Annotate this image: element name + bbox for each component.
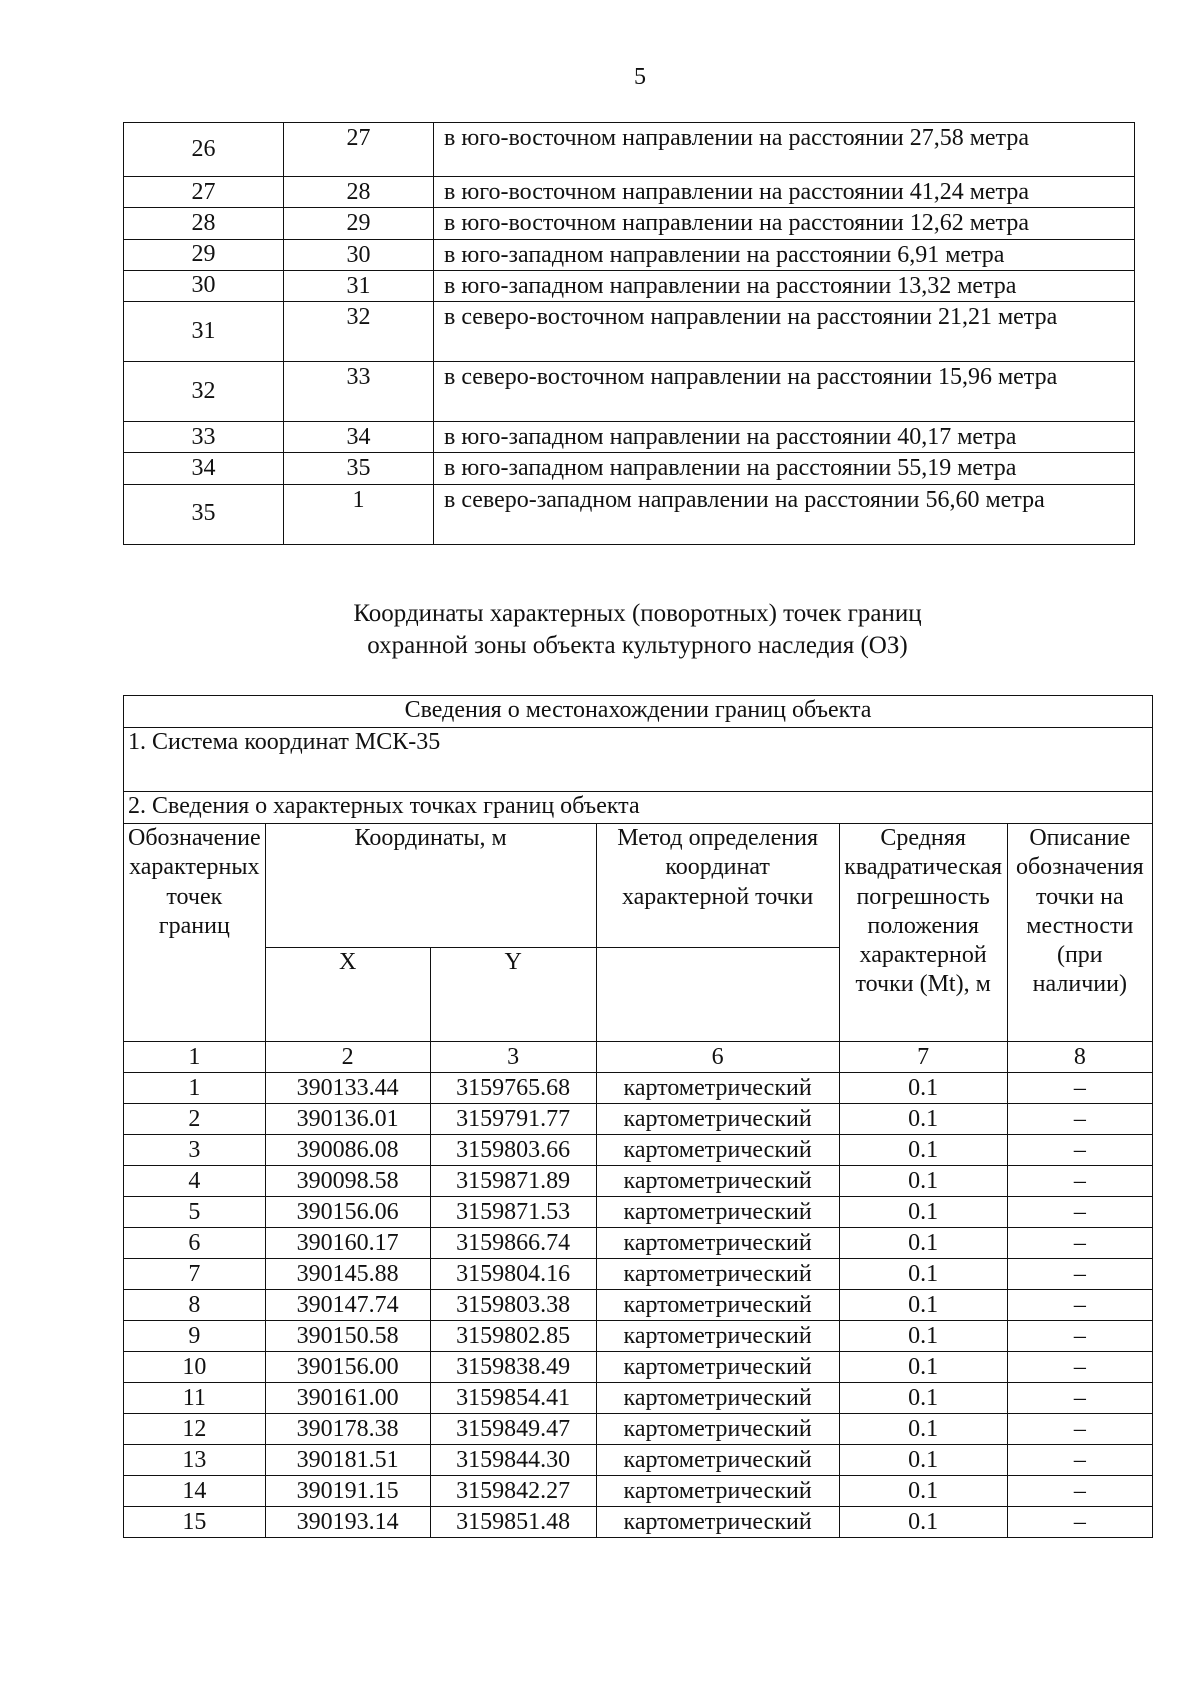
column-number: 6 (596, 1042, 839, 1073)
error-value: 0.1 (839, 1166, 1007, 1197)
x-coordinate: 390150.58 (265, 1321, 430, 1352)
route-row (124, 362, 1135, 422)
header-x: X (265, 948, 430, 1042)
route-row (124, 123, 1135, 177)
y-coordinate: 3159803.66 (430, 1135, 596, 1166)
point-id: 7 (124, 1259, 266, 1290)
point-description: – (1007, 1507, 1152, 1538)
method: картометрический (596, 1383, 839, 1414)
route-from-point: 32 (124, 362, 284, 422)
route-to-point: 34 (284, 422, 434, 453)
coordinate-row (124, 1290, 1153, 1321)
error-value: 0.1 (839, 1197, 1007, 1228)
point-id: 11 (124, 1383, 266, 1414)
method: картометрический (596, 1290, 839, 1321)
column-number: 2 (265, 1042, 430, 1073)
route-row (124, 422, 1135, 453)
coordinate-row (124, 1414, 1153, 1445)
coordinate-row (124, 1476, 1153, 1507)
column-number: 8 (1007, 1042, 1152, 1073)
method: картометрический (596, 1104, 839, 1135)
header-method-empty (596, 948, 839, 1042)
y-coordinate: 3159866.74 (430, 1228, 596, 1259)
method: картометрический (596, 1321, 839, 1352)
y-coordinate: 3159854.41 (430, 1383, 596, 1414)
point-description: – (1007, 1476, 1152, 1507)
route-row (124, 239, 1135, 270)
route-from-point: 34 (124, 453, 284, 484)
x-coordinate: 390191.15 (265, 1476, 430, 1507)
error-value: 0.1 (839, 1290, 1007, 1321)
heading-line-2: охранной зоны объекта культурного наследия (ОЗ) (367, 632, 908, 659)
route-from-point: 28 (124, 208, 284, 239)
coordinate-system: 1. Система координат МСК-35 (124, 728, 1153, 792)
method: картометрический (596, 1073, 839, 1104)
coordinate-row (124, 1352, 1153, 1383)
error-value: 0.1 (839, 1383, 1007, 1414)
boundary-route-table (123, 122, 1135, 545)
point-id: 10 (124, 1352, 266, 1383)
coordinate-row (124, 1228, 1153, 1259)
coordinate-row (124, 1166, 1153, 1197)
route-description: в юго-восточном направлении на расстоянии 27,58 метра (434, 123, 1135, 177)
x-coordinate: 390156.00 (265, 1352, 430, 1383)
point-id: 2 (124, 1104, 266, 1135)
y-coordinate: 3159765.68 (430, 1073, 596, 1104)
route-row (124, 302, 1135, 362)
x-coordinate: 390193.14 (265, 1507, 430, 1538)
column-number: 1 (124, 1042, 266, 1073)
route-to-point: 32 (284, 302, 434, 362)
y-coordinate: 3159849.47 (430, 1414, 596, 1445)
coordinate-row (124, 1104, 1153, 1135)
section-title: 2. Сведения о характерных точках границ объекта (124, 792, 1153, 824)
route-row (124, 484, 1135, 544)
point-id: 8 (124, 1290, 266, 1321)
point-id: 4 (124, 1166, 266, 1197)
point-description: – (1007, 1414, 1152, 1445)
route-to-point: 35 (284, 453, 434, 484)
coordinates-table (123, 695, 1153, 1538)
x-coordinate: 390147.74 (265, 1290, 430, 1321)
point-id: 13 (124, 1445, 266, 1476)
error-value: 0.1 (839, 1476, 1007, 1507)
x-coordinate: 390136.01 (265, 1104, 430, 1135)
route-row (124, 453, 1135, 484)
route-row (124, 177, 1135, 208)
coordinate-row (124, 1445, 1153, 1476)
method: картометрический (596, 1414, 839, 1445)
point-id: 15 (124, 1507, 266, 1538)
route-from-point: 29 (124, 239, 284, 270)
route-description: в северо-западном направлении на расстоянии 56,60 метра (434, 484, 1135, 544)
y-coordinate: 3159802.85 (430, 1321, 596, 1352)
route-to-point: 28 (284, 177, 434, 208)
x-coordinate: 390181.51 (265, 1445, 430, 1476)
header-error: Средняя квадратическая погрешность положения характерной точки (Mt), м (839, 824, 1007, 1042)
point-description: – (1007, 1259, 1152, 1290)
error-value: 0.1 (839, 1445, 1007, 1476)
point-description: – (1007, 1073, 1152, 1104)
method: картометрический (596, 1445, 839, 1476)
x-coordinate: 390086.08 (265, 1135, 430, 1166)
route-to-point: 27 (284, 123, 434, 177)
point-id: 9 (124, 1321, 266, 1352)
route-from-point: 35 (124, 484, 284, 544)
route-description: в юго-западном направлении на расстоянии 13,32 метра (434, 270, 1135, 301)
method: картометрический (596, 1197, 839, 1228)
error-value: 0.1 (839, 1228, 1007, 1259)
error-value: 0.1 (839, 1104, 1007, 1135)
y-coordinate: 3159851.48 (430, 1507, 596, 1538)
point-id: 12 (124, 1414, 266, 1445)
coordinate-row (124, 1135, 1153, 1166)
column-number: 3 (430, 1042, 596, 1073)
y-coordinate: 3159804.16 (430, 1259, 596, 1290)
point-description: – (1007, 1197, 1152, 1228)
route-description: в юго-западном направлении на расстоянии 6,91 метра (434, 239, 1135, 270)
header-y: Y (430, 948, 596, 1042)
y-coordinate: 3159844.30 (430, 1445, 596, 1476)
point-description: – (1007, 1290, 1152, 1321)
route-row (124, 270, 1135, 301)
method: картометрический (596, 1259, 839, 1290)
route-from-point: 27 (124, 177, 284, 208)
column-numbers-row (124, 1042, 1153, 1073)
error-value: 0.1 (839, 1414, 1007, 1445)
point-description: – (1007, 1166, 1152, 1197)
route-to-point: 30 (284, 239, 434, 270)
coordinates-heading (123, 598, 1152, 662)
error-value: 0.1 (839, 1073, 1007, 1104)
route-from-point: 31 (124, 302, 284, 362)
method: картометрический (596, 1166, 839, 1197)
x-coordinate: 390178.38 (265, 1414, 430, 1445)
point-description: – (1007, 1104, 1152, 1135)
route-description: в юго-восточном направлении на расстоянии 41,24 метра (434, 177, 1135, 208)
header-description: Описание обозначения точки на местности (при наличии) (1007, 824, 1152, 1042)
coordinate-row (124, 1197, 1153, 1228)
method: картометрический (596, 1476, 839, 1507)
coord-table-title: Сведения о местонахождении границ объекта (124, 696, 1153, 728)
route-description: в юго-западном направлении на расстоянии 55,19 метра (434, 453, 1135, 484)
point-id: 6 (124, 1228, 266, 1259)
y-coordinate: 3159803.38 (430, 1290, 596, 1321)
point-description: – (1007, 1321, 1152, 1352)
method: картометрический (596, 1135, 839, 1166)
header-coordinates: Координаты, м (265, 824, 596, 948)
point-description: – (1007, 1352, 1152, 1383)
coordinate-row (124, 1507, 1153, 1538)
y-coordinate: 3159838.49 (430, 1352, 596, 1383)
coordinate-row (124, 1383, 1153, 1414)
y-coordinate: 3159791.77 (430, 1104, 596, 1135)
route-description: в юго-западном направлении на расстоянии 40,17 метра (434, 422, 1135, 453)
header-designation: Обозначение характерных точек границ (124, 824, 266, 1042)
route-description: в северо-восточном направлении на расстоянии 21,21 метра (434, 302, 1135, 362)
column-number: 7 (839, 1042, 1007, 1073)
error-value: 0.1 (839, 1135, 1007, 1166)
error-value: 0.1 (839, 1507, 1007, 1538)
point-description: – (1007, 1383, 1152, 1414)
route-row (124, 208, 1135, 239)
header-method: Метод определения координат характерной точки (596, 824, 839, 948)
route-to-point: 1 (284, 484, 434, 544)
route-from-point: 30 (124, 270, 284, 301)
x-coordinate: 390145.88 (265, 1259, 430, 1290)
error-value: 0.1 (839, 1259, 1007, 1290)
point-description: – (1007, 1228, 1152, 1259)
method: картометрический (596, 1507, 839, 1538)
method: картометрический (596, 1228, 839, 1259)
point-id: 14 (124, 1476, 266, 1507)
y-coordinate: 3159871.89 (430, 1166, 596, 1197)
x-coordinate: 390133.44 (265, 1073, 430, 1104)
heading-line-1: Координаты характерных (поворотных) точек границ (353, 600, 922, 627)
point-description: – (1007, 1445, 1152, 1476)
route-description: в северо-восточном направлении на расстоянии 15,96 метра (434, 362, 1135, 422)
page-number: 5 (634, 64, 646, 90)
route-to-point: 29 (284, 208, 434, 239)
x-coordinate: 390156.06 (265, 1197, 430, 1228)
method: картометрический (596, 1352, 839, 1383)
x-coordinate: 390161.00 (265, 1383, 430, 1414)
route-description: в юго-восточном направлении на расстоянии 12,62 метра (434, 208, 1135, 239)
x-coordinate: 390098.58 (265, 1166, 430, 1197)
coordinate-row (124, 1073, 1153, 1104)
point-description: – (1007, 1135, 1152, 1166)
route-to-point: 33 (284, 362, 434, 422)
point-id: 5 (124, 1197, 266, 1228)
point-id: 1 (124, 1073, 266, 1104)
point-id: 3 (124, 1135, 266, 1166)
error-value: 0.1 (839, 1352, 1007, 1383)
coordinate-row (124, 1321, 1153, 1352)
route-from-point: 33 (124, 422, 284, 453)
coordinate-row (124, 1259, 1153, 1290)
error-value: 0.1 (839, 1321, 1007, 1352)
y-coordinate: 3159871.53 (430, 1197, 596, 1228)
x-coordinate: 390160.17 (265, 1228, 430, 1259)
y-coordinate: 3159842.27 (430, 1476, 596, 1507)
route-from-point: 26 (124, 123, 284, 177)
route-to-point: 31 (284, 270, 434, 301)
